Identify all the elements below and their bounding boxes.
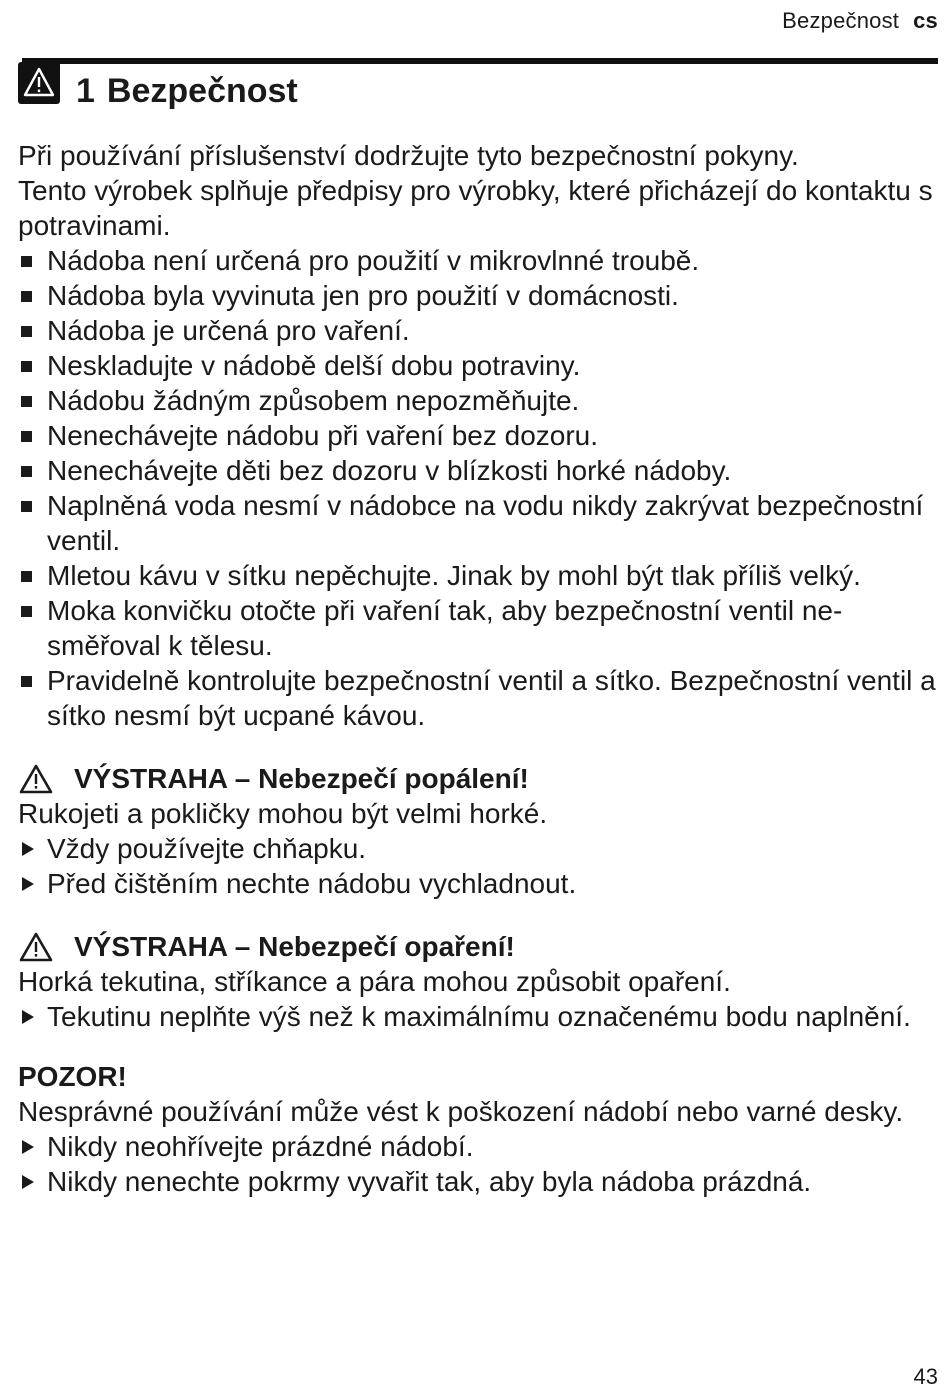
safety-list: [18, 243, 936, 733]
header-rule: [22, 58, 938, 64]
list-item: Moka konvičku otočte při vaření tak, aby bezpečnostní ventil nesměřoval k tělesu.: [18, 593, 936, 663]
warning-scald-heading: [18, 929, 936, 964]
list-item: Neskladujte v nádobě delší dobu potraviny.: [18, 348, 936, 383]
warning-burn-heading: [18, 761, 936, 796]
list-item: Nádoba je určená pro vaření.: [18, 313, 936, 348]
caution-steps: [18, 1129, 936, 1199]
warning-triangle-icon: [18, 931, 54, 963]
caution-heading: POZOR!: [18, 1061, 127, 1092]
list-item: Nenechávejte děti bez dozoru v blízkosti horké nádoby.: [18, 453, 936, 488]
header-language-code: cs: [913, 8, 938, 33]
section-title-text: Bezpečnost: [106, 72, 298, 110]
section-title: [76, 72, 298, 111]
list-item: Nikdy nenechte pokrmy vyvařit tak, aby byla nádoba prázdná.: [18, 1164, 936, 1199]
header-section-name: Bezpečnost: [782, 8, 900, 33]
warning-burn-steps: [18, 831, 936, 901]
warning-scald-heading-text: VÝSTRAHA – Nebezpečí opaření!: [74, 931, 515, 962]
warning-scald-steps: [18, 999, 936, 1034]
list-item: Pravidelně kontrolujte bezpečnostní ventil a sítko. Bezpečnostní ventil a sítko nesmí být ucpané kávou.: [18, 663, 936, 733]
list-item: Vždy používejte chňapku.: [18, 831, 936, 866]
list-item: Nádoba není určená pro použití v mikrovlnné troubě.: [18, 243, 936, 278]
warning-burn-heading-text: VÝSTRAHA – Nebezpečí popálení!: [74, 763, 529, 794]
main-content: [18, 138, 936, 1199]
list-item: Nádoba byla vyvinuta jen pro použití v domácnosti.: [18, 278, 936, 313]
warning-burn-text: Rukojeti a pokličky mohou být velmi horké.: [18, 798, 548, 829]
intro-paragraph-1: Při používání příslušenství dodržujte tyto bezpečnostní pokyny.: [18, 140, 799, 171]
list-item: Mletou kávu v sítku nepěchujte. Jinak by mohl být tlak příliš velký.: [18, 558, 936, 593]
list-item: Naplněná voda nesmí v nádobce na vodu nikdy zakrývat bezpečnostní ventil.: [18, 488, 936, 558]
list-item: Tekutinu neplňte výš než k maximálnímu označenému bodu naplnění.: [18, 999, 936, 1034]
page-number: 43: [913, 1364, 938, 1389]
list-item: Před čištěním nechte nádobu vychladnout.: [18, 866, 936, 901]
intro-paragraph-2: Tento výrobek splňuje předpisy pro výrobky, které přicházejí do kontaktu s potravinami.: [18, 175, 933, 241]
warning-triangle-icon: [18, 763, 54, 795]
running-header: [782, 8, 938, 34]
warning-scald-text: Horká tekutina, stříkance a pára mohou způsobit opaření.: [18, 966, 731, 997]
list-item: Nádobu žádným způsobem nepozměňujte.: [18, 383, 936, 418]
warning-triangle-icon: [18, 62, 60, 104]
list-item: Nikdy neohřívejte prázdné nádobí.: [18, 1129, 936, 1164]
caution-text: Nesprávné používání může vést k poškození nádobí nebo varné desky.: [18, 1096, 904, 1127]
section-number: 1: [76, 72, 95, 110]
list-item: Nenechávejte nádobu při vaření bez dozoru.: [18, 418, 936, 453]
